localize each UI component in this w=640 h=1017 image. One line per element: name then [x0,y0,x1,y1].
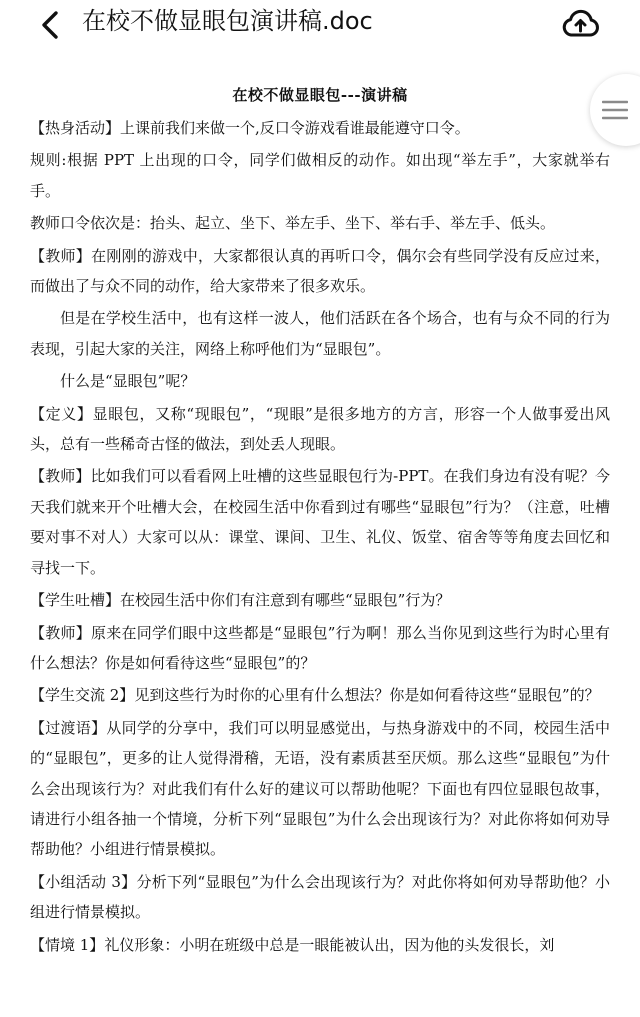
paragraph-teacher-1 [30,241,610,302]
paragraph-tag: 【教师】 [30,246,92,265]
document-body [30,84,610,962]
paragraph-text: 上课前我们来做一个,反口令游戏看谁最能遵守口令。 [120,119,470,137]
paragraph-tag: 【热身活动】 [30,119,121,137]
paragraph-rules [30,145,610,206]
paragraph-student-complaints [30,585,610,615]
cloud-upload-button[interactable] [558,4,602,44]
document-title: 在校不做显眼包---演讲稿 [232,86,408,104]
paragraph-question [30,366,610,396]
paragraph-tag: 【定义】 [30,404,93,423]
paragraph-tag: 【情境 1】 [30,935,105,954]
paragraph-teacher-2 [30,461,610,583]
paragraph-group-activity [30,867,610,928]
paragraph-text: 在刚刚的游戏中，大家都很认真的再听口令，偶尔会有些同学没有反应过来，而做出了与众不同的动作，给大家带来了很多欢乐。 [30,246,610,296]
paragraph-text: 从同学的分享中，我们可以明显感觉出，与热身游戏中的不同，校园生活中的“显眼包”，更多的让人觉得滑稽，无语，没有素质甚至厌烦。那么这些“显眼包”为什么会出现该行为？对此我们有什么好的建议可以帮助他呢？下面也有四位显眼包故事，请进行小组各抽一个情境，分析下列“显眼包”为什么会出现该行为？对此你将如何劝导帮助他？小组进行情景模拟。 [30,718,610,859]
paragraph-text: 见到这些行为时你的心里有什么想法？你是如何看待这些“显眼包”的？ [134,686,600,705]
paragraph-text: 规则:根据 PPT 上出现的口令，同学们做相反的动作。如出现“举左手”，大家就举右手。 [30,151,610,200]
back-arrow-icon [39,10,61,40]
file-title: 在校不做显眼包演讲稿.doc [82,7,373,35]
top-bar [0,0,640,60]
paragraph-text: 比如我们可以看看网上吐槽的这些显眼包行为-PPT。在我们身边有没有呢？今天我们就来开个吐槽大会，在校园生活中你看到过有哪些“显眼包”行为？（注意，吐槽要对事不对人）大家可以从：课堂、课间、卫生、礼仪、饭堂、宿舍等等角度去回忆和寻找一下。 [30,467,610,577]
paragraph-text: 什么是“显眼包”呢？ [60,372,196,391]
paragraph-text: 教师口令依次是：抬头、起立、坐下、举左手、坐下、举右手、举左手、低头。 [30,214,556,233]
paragraph-definition [30,399,610,460]
paragraph-text: 但是在学校生活中，也有这样一波人，他们活跃在各个场合，也有与众不同的行为表现，引起大家的关注，网络上称呼他们为“显眼包”。 [30,309,610,358]
paragraph-warmup [30,113,610,143]
cloud-upload-icon [560,8,600,40]
paragraph-tag: 【教师】 [30,623,92,642]
back-button[interactable] [28,5,72,45]
paragraph-tag: 【过渡语】 [30,718,107,737]
paragraph-tag: 【学生交流 2】 [30,686,135,705]
paragraph-tag: 【小组活动 3】 [30,872,137,891]
paragraph-student-exchange [30,680,610,710]
paragraph-text: 显眼包，又称“现眼包”，“现眼”是很多地方的方言，形容一个人做事爱出风头，总有一些稀奇古怪的做法，到处丢人现眼。 [30,404,610,454]
paragraph-teacher-3 [30,618,610,679]
paragraph-text: 分析下列“显眼包”为什么会出现该行为？对此你将如何劝导帮助他？小组进行情景模拟。 [30,872,610,922]
paragraph-teacher-commands [30,208,610,238]
paragraph-transition [30,713,610,865]
paragraph-text: 礼仪形象：小明在班级中总是一眼能被认出，因为他的头发很长，刘 [104,935,555,954]
paragraph-school-life [30,303,610,364]
paragraph-tag: 【教师】 [30,467,91,486]
paragraph-text: 在校园生活中你们有注意到有哪些“显眼包”行为？ [120,591,451,610]
paragraph-text: 原来在同学们眼中这些都是“显眼包”行为啊！那么当你见到这些行为时心里有什么想法？你是如何看待这些“显眼包”的？ [30,623,610,672]
paragraph-tag: 【学生吐槽】 [30,591,121,610]
paragraph-scenario-1 [30,930,610,960]
